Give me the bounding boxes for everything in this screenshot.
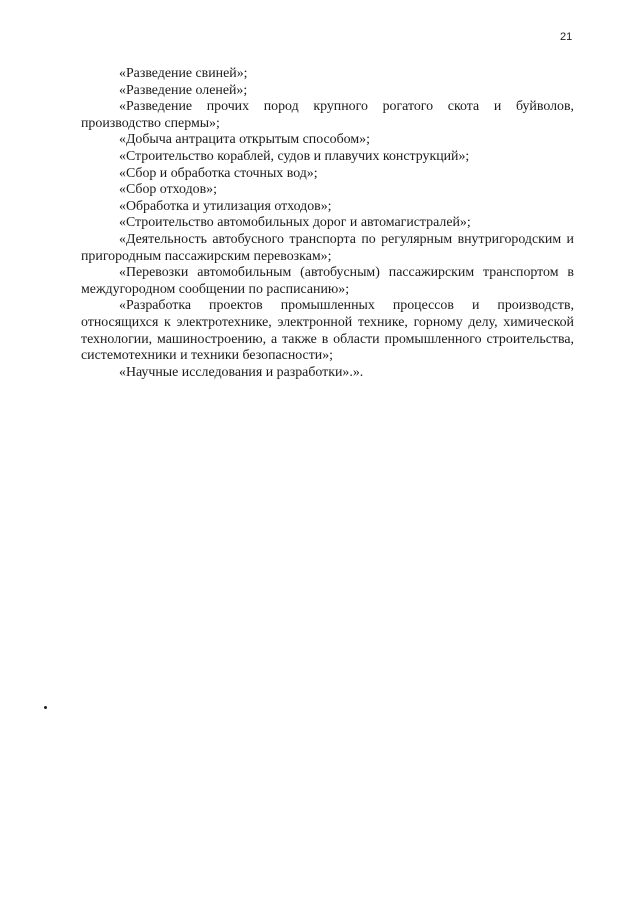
list-item: «Строительство автомобильных дорог и автомагистралей»;: [119, 215, 471, 231]
list-item: «Обработка и утилизация отходов»;: [119, 198, 332, 214]
list-item: «Разведение прочих пород крупного рогатого скота и буйволов, производство спермы»;: [81, 99, 574, 131]
list-item: «Строительство кораблей, судов и плавучих конструкций»;: [119, 148, 470, 164]
document-body: [81, 66, 574, 381]
list-item: «Деятельность автобусного транспорта по регулярным внутригородским и пригородным пассажирским перевозкам»;: [81, 231, 574, 264]
list-item: «Разведение оленей»;: [119, 82, 248, 98]
page-number: 21: [560, 31, 573, 43]
list-item: «Сбор и обработка сточных вод»;: [119, 165, 318, 181]
list-item: «Разработка проектов промышленных процессов и производств, относящихся к электротехнике, электронной технике, горному делу, химической технологии, машиностроению, а также в области промышленного строительства, системотехники и техники безопасности»;: [81, 298, 574, 364]
list-item: «Сбор отходов»;: [119, 182, 217, 198]
list-item: «Добыча антрацита открытым способом»;: [119, 132, 370, 148]
list-item: «Разведение свиней»;: [119, 66, 248, 81]
list-item: «Научные исследования и разработки».».: [119, 364, 364, 380]
list-item: «Перевозки автомобильным (автобусным) пассажирским транспортом в междугородном сообщении по расписанию»;: [81, 265, 574, 297]
scan-speck: [44, 706, 47, 709]
